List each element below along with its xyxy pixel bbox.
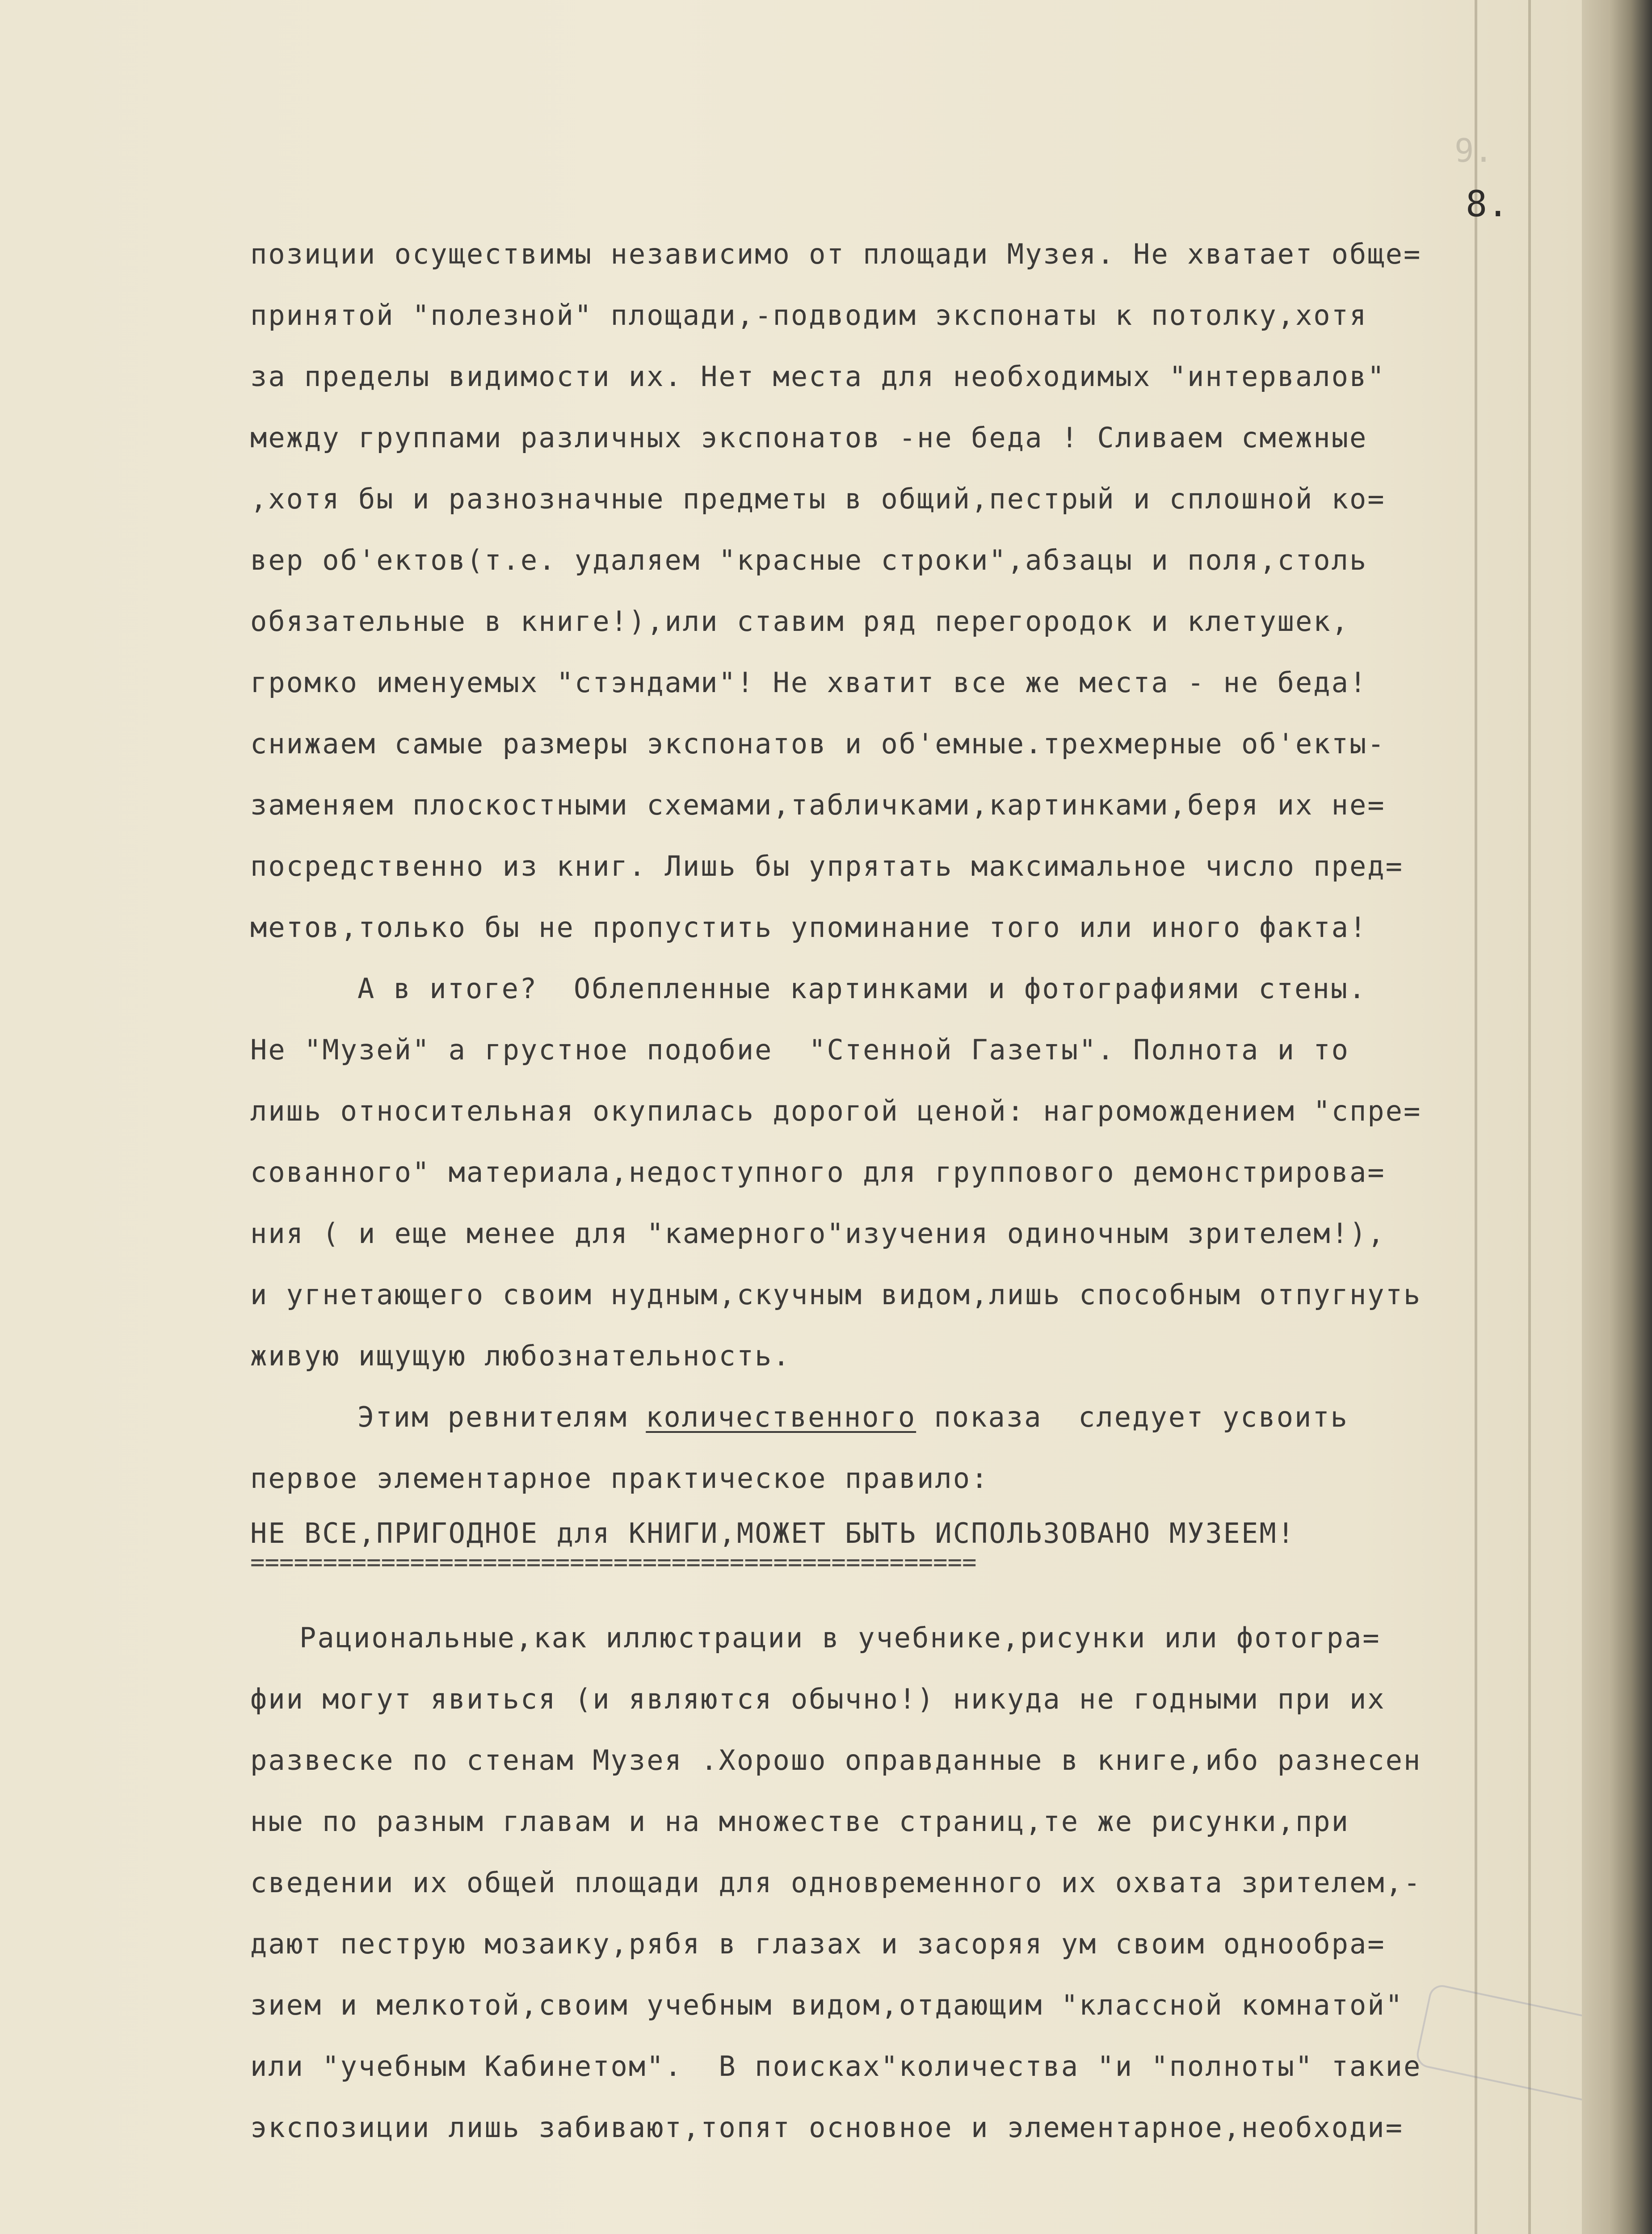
- underlined-word: количественного: [646, 1401, 916, 1433]
- underlying-pages-edge: [1582, 0, 1652, 2234]
- text-line: ные по разным главам и на множестве страниц,те же рисунки,при: [250, 1805, 1349, 1838]
- text-line: лишь относительная окупилась дорогой ценой: нагромождением "спре=: [250, 1095, 1422, 1127]
- text-line: Рациональные,как иллюстрации в учебнике,рисунки или фотогра=: [299, 1621, 1381, 1654]
- text-line: зием и мелкотой,своим учебным видом,отдающим "классной комнатой": [250, 1989, 1404, 2021]
- double-rule: ==================================================: [250, 1548, 977, 1576]
- text-line: первое элементарное практическое правило:: [250, 1462, 989, 1495]
- page-number: 8.: [1466, 183, 1509, 225]
- text-line: метов,только бы не пропустить упоминание того или иного факта!: [250, 911, 1368, 944]
- text-line: за пределы видимости их. Нет места для необходимых "интервалов": [250, 360, 1386, 393]
- text-line: ,хотя бы и разнозначные предметы в общий,пестрый и сплошной ко=: [250, 483, 1386, 515]
- text-line: Не "Музей" а грустное подобие "Стенной Газеты". Полнота и то: [250, 1033, 1349, 1066]
- text-line: громко именуемых "стэндами"! Не хватит все же места - не беда!: [250, 666, 1368, 699]
- text-line: заменяем плоскостными схемами,табличками,картинками,беря их не=: [250, 789, 1386, 821]
- text-line: ния ( и еще менее для "камерного"изучения одиночным зрителем!),: [250, 1217, 1386, 1250]
- text-line: фии могут явиться (и являются обычно!) никуда не годными при их: [250, 1683, 1386, 1715]
- text-line: [250, 1386, 1564, 1448]
- text-line: и угнетающего своим нудным,скучным видом,лишь способным отпугнуть: [250, 1278, 1422, 1311]
- text-line: посредственно из книг. Лишь бы упрятать максимальное число пред=: [250, 850, 1404, 882]
- rule-heading: НЕ ВСЕ,ПРИГОДНОЕ для КНИГИ,МОЖЕТ БЫТЬ ИСПОЛЬЗОВАНО МУЗЕЕМ!: [250, 1517, 1295, 1550]
- text-line: между группами различных экспонатов -не беда ! Сливаем смежные: [250, 421, 1368, 454]
- text-line: живую ищущую любознательность.: [250, 1340, 791, 1372]
- text-line: развеске по стенам Музея .Хорошо оправданные в книге,ибо разнесен: [250, 1744, 1422, 1776]
- text-line: экспозиции лишь забивают,топят основное и элементарное,необходи=: [250, 2111, 1404, 2144]
- text-line: или "учебным Кабинетом". В поисках"количества "и "полноты" такие: [250, 2050, 1422, 2083]
- text-line: снижаем самые размеры экспонатов и об'емные.трехмерные об'екты-: [250, 727, 1386, 760]
- text-line: позиции осуществимы независимо от площади Музея. Не хватает обще=: [250, 238, 1422, 270]
- text-line: вер об'ектов(т.е. удаляем "красные строки",абзацы и поля,столь: [250, 544, 1368, 576]
- typewritten-text: [250, 223, 1564, 2158]
- text-line: сведении их общей площади для одновременного их охвата зрителем,-: [250, 1866, 1422, 1899]
- bleed-through-page-number: 9.: [1454, 132, 1493, 169]
- text-line: А в итоге? Облепленные картинками и фотографиями стены.: [357, 972, 1367, 1005]
- text-line: сованного" материала,недоступного для группового демонстрирова=: [250, 1156, 1386, 1188]
- text-line: принятой "полезной" площади,-подводим экспонаты к потолку,хотя: [250, 299, 1368, 332]
- text-segment: Этим ревнителям: [357, 1401, 646, 1433]
- text-segment: показа следует усвоить: [916, 1401, 1349, 1433]
- text-line: обязательные в книге!),или ставим ряд перегородок и клетушек,: [250, 605, 1349, 638]
- text-line: дают пеструю мозаику,рябя в глазах и засоряя ум своим однообра=: [250, 1927, 1386, 1960]
- spacer: [250, 1576, 1564, 1607]
